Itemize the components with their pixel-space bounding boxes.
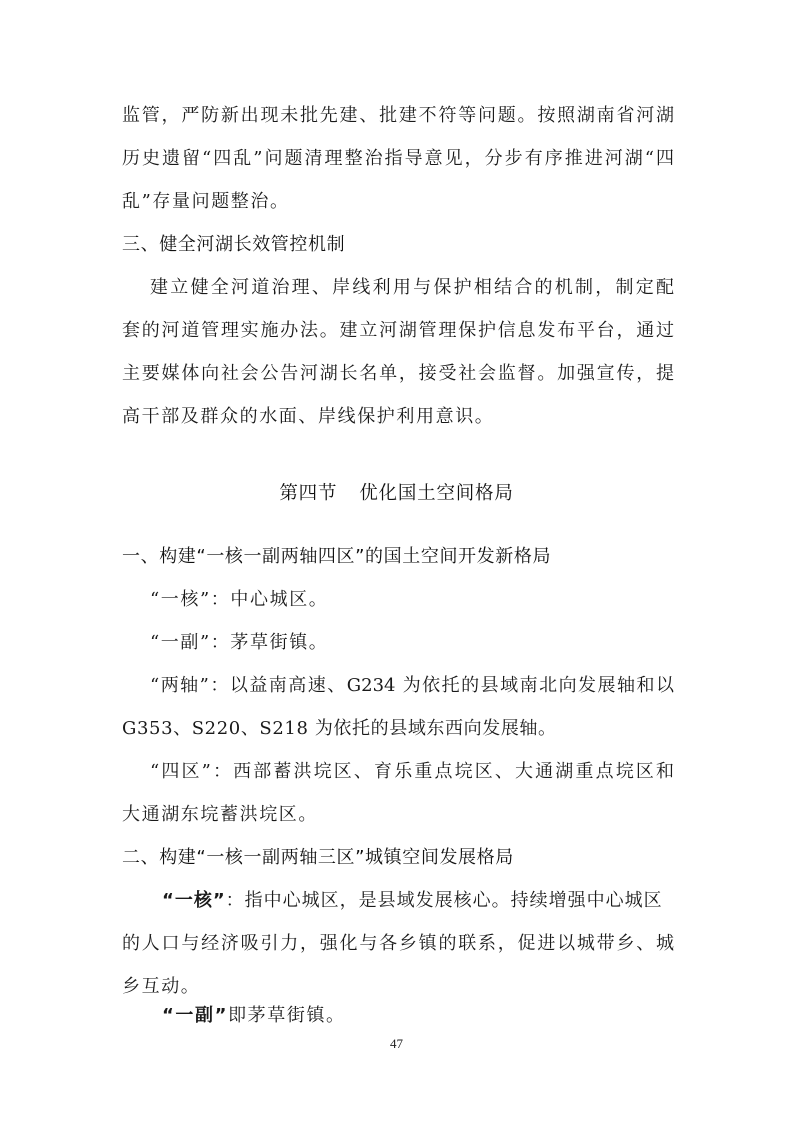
subheading-one: 一、构建“一核一副两轴四区”的国土空间开发新格局	[122, 546, 552, 567]
core-label: “一核”	[162, 890, 226, 911]
paragraph-line: 乡互动。	[122, 976, 201, 997]
list-item	[162, 888, 674, 914]
paragraph-line: 历史遗留“四乱”问题清理整治指导意见，分步有序推进河湖“四	[122, 148, 674, 169]
subheading-two: 二、构建“一核一副两轴三区”城镇空间发展格局	[122, 847, 514, 868]
list-item: “一核”：中心城区。	[150, 589, 329, 610]
list-item: “两轴”：以益南高速、G234 为依托的县域南北向发展轴和以	[150, 675, 674, 696]
paragraph-line: 套的河道管理实施办法。建立河湖管理保护信息发布平台，通过	[122, 320, 674, 341]
list-item: G353、S220、S218 为依托的县域东西向发展轴。	[122, 718, 557, 739]
paragraph-line: 高干部及群众的水面、岸线保护利用意识。	[122, 406, 495, 427]
list-item: “四区”：西部蓄洪垸区、育乐重点垸区、大通湖重点垸区和	[150, 761, 674, 782]
page-number: 47	[390, 1036, 403, 1051]
section-name: 优化国土空间格局	[359, 483, 514, 504]
list-item	[162, 1003, 674, 1029]
list-item: 大通湖东垸蓄洪垸区。	[122, 804, 318, 825]
paragraph-line: 主要媒体向社会公告河湖长名单，接受社会监督。加强宣传，提	[122, 363, 674, 384]
subheading-three: 三、健全河湖长效管控机制	[122, 234, 346, 255]
list-item: “一副”：茅草街镇。	[150, 632, 329, 653]
section-number: 第四节	[279, 483, 338, 504]
vice-label: “一副”	[162, 1005, 229, 1026]
core-text: ：指中心城区，是县域发展核心。持续增强中心城区	[225, 890, 663, 911]
paragraph-line: 乱”存量问题整治。	[122, 191, 290, 212]
paragraph-line: 的人口与经济吸引力，强化与各乡镇的联系，促进以城带乡、城	[122, 933, 674, 954]
paragraph-line: 监管，严防新出现未批先建、批建不符等问题。按照湖南省河湖	[122, 105, 674, 126]
vice-text: 即茅草街镇。	[228, 1005, 346, 1026]
section-title	[0, 481, 793, 507]
paragraph-line: 建立健全河道治理、岸线利用与保护相结合的机制，制定配	[150, 277, 674, 298]
